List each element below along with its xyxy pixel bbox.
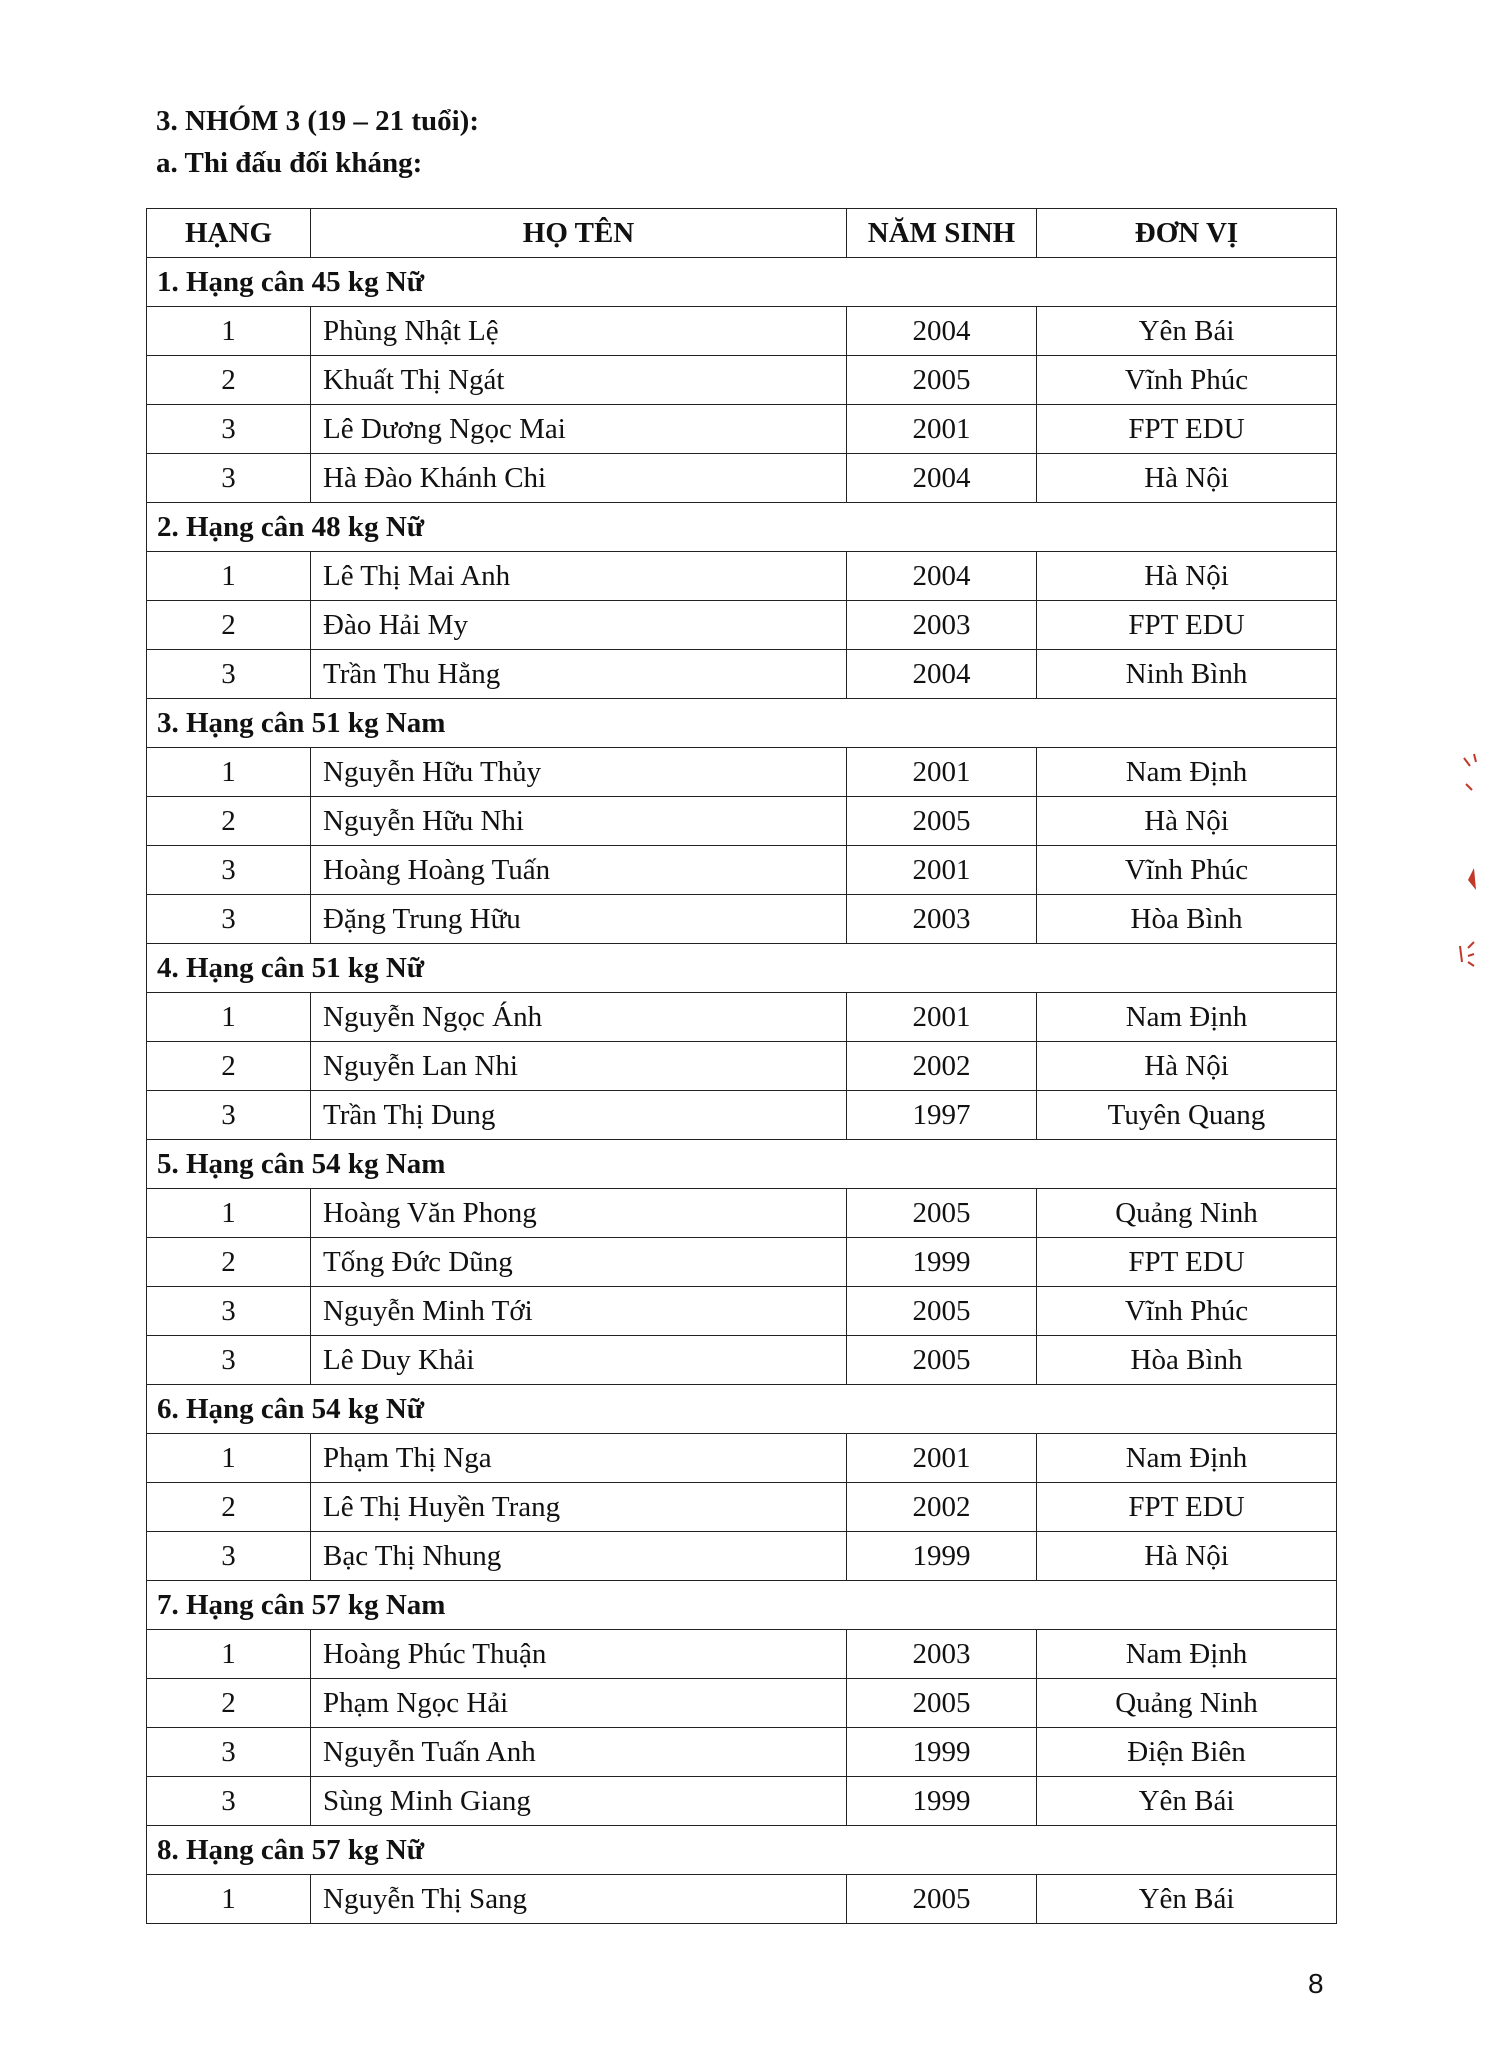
birth-year-cell: 2003 bbox=[847, 601, 1037, 650]
name-cell: Phùng Nhật Lệ bbox=[311, 307, 847, 356]
birth-year-cell: 2005 bbox=[847, 1875, 1037, 1924]
name-cell: Sùng Minh Giang bbox=[311, 1777, 847, 1826]
birth-year-cell: 1999 bbox=[847, 1532, 1037, 1581]
name-cell: Khuất Thị Ngát bbox=[311, 356, 847, 405]
category-row bbox=[147, 944, 1337, 993]
birth-year-cell: 2001 bbox=[847, 1434, 1037, 1483]
birth-year-cell: 2003 bbox=[847, 1630, 1037, 1679]
table-row bbox=[147, 1728, 1337, 1777]
rank-cell: 2 bbox=[147, 601, 311, 650]
unit-cell: Nam Định bbox=[1037, 1434, 1337, 1483]
birth-year-cell: 2005 bbox=[847, 1336, 1037, 1385]
rank-cell: 2 bbox=[147, 797, 311, 846]
rank-cell: 3 bbox=[147, 650, 311, 699]
name-cell: Lê Dương Ngọc Mai bbox=[311, 405, 847, 454]
category-title: 1. Hạng cân 45 kg Nữ bbox=[147, 258, 1337, 307]
rank-cell: 3 bbox=[147, 846, 311, 895]
rank-cell: 1 bbox=[147, 1875, 311, 1924]
unit-cell: FPT EDU bbox=[1037, 601, 1337, 650]
category-row bbox=[147, 1140, 1337, 1189]
table-row bbox=[147, 1091, 1337, 1140]
birth-year-cell: 2005 bbox=[847, 1287, 1037, 1336]
unit-cell: Hòa Bình bbox=[1037, 895, 1337, 944]
table-row bbox=[147, 993, 1337, 1042]
unit-cell: Hà Nội bbox=[1037, 454, 1337, 503]
unit-cell: Nam Định bbox=[1037, 748, 1337, 797]
category-row bbox=[147, 699, 1337, 748]
unit-cell: Tuyên Quang bbox=[1037, 1091, 1337, 1140]
table-row bbox=[147, 1532, 1337, 1581]
name-cell: Hoàng Văn Phong bbox=[311, 1189, 847, 1238]
unit-cell: Hà Nội bbox=[1037, 1042, 1337, 1091]
category-row bbox=[147, 503, 1337, 552]
name-cell: Nguyễn Ngọc Ánh bbox=[311, 993, 847, 1042]
birth-year-cell: 1997 bbox=[847, 1091, 1037, 1140]
table-row bbox=[147, 1238, 1337, 1287]
table-row bbox=[147, 846, 1337, 895]
rank-cell: 2 bbox=[147, 1042, 311, 1091]
table-row bbox=[147, 895, 1337, 944]
table-row bbox=[147, 1042, 1337, 1091]
unit-cell: Điện Biên bbox=[1037, 1728, 1337, 1777]
scan-edge-marks bbox=[1456, 750, 1482, 1000]
rank-cell: 1 bbox=[147, 552, 311, 601]
unit-cell: Yên Bái bbox=[1037, 307, 1337, 356]
unit-cell: FPT EDU bbox=[1037, 1238, 1337, 1287]
unit-cell: Hà Nội bbox=[1037, 797, 1337, 846]
table-row bbox=[147, 797, 1337, 846]
rank-cell: 1 bbox=[147, 1630, 311, 1679]
table-header-row bbox=[147, 209, 1337, 258]
table-row bbox=[147, 650, 1337, 699]
name-cell: Phạm Thị Nga bbox=[311, 1434, 847, 1483]
rank-cell: 2 bbox=[147, 1238, 311, 1287]
birth-year-cell: 2005 bbox=[847, 1189, 1037, 1238]
table-row bbox=[147, 405, 1337, 454]
unit-cell: Hà Nội bbox=[1037, 1532, 1337, 1581]
name-cell: Nguyễn Tuấn Anh bbox=[311, 1728, 847, 1777]
birth-year-cell: 2001 bbox=[847, 993, 1037, 1042]
table-row bbox=[147, 1777, 1337, 1826]
document-heading bbox=[156, 100, 479, 184]
unit-cell: Vĩnh Phúc bbox=[1037, 846, 1337, 895]
category-row bbox=[147, 1581, 1337, 1630]
unit-cell: Vĩnh Phúc bbox=[1037, 356, 1337, 405]
birth-year-cell: 2004 bbox=[847, 552, 1037, 601]
name-cell: Trần Thu Hằng bbox=[311, 650, 847, 699]
table-row bbox=[147, 552, 1337, 601]
group-heading: 3. NHÓM 3 (19 – 21 tuổi): bbox=[156, 105, 479, 137]
name-cell: Nguyễn Thị Sang bbox=[311, 1875, 847, 1924]
unit-cell: Hà Nội bbox=[1037, 552, 1337, 601]
table-row bbox=[147, 454, 1337, 503]
header-name: HỌ TÊN bbox=[311, 209, 847, 258]
unit-cell: Yên Bái bbox=[1037, 1875, 1337, 1924]
unit-cell: Nam Định bbox=[1037, 993, 1337, 1042]
birth-year-cell: 2005 bbox=[847, 1679, 1037, 1728]
category-title: 5. Hạng cân 54 kg Nam bbox=[147, 1140, 1337, 1189]
unit-cell: Quảng Ninh bbox=[1037, 1679, 1337, 1728]
table-row bbox=[147, 356, 1337, 405]
category-title: 6. Hạng cân 54 kg Nữ bbox=[147, 1385, 1337, 1434]
name-cell: Lê Thị Mai Anh bbox=[311, 552, 847, 601]
rank-cell: 1 bbox=[147, 307, 311, 356]
name-cell: Bạc Thị Nhung bbox=[311, 1532, 847, 1581]
rank-cell: 3 bbox=[147, 1091, 311, 1140]
table-row bbox=[147, 601, 1337, 650]
header-unit: ĐƠN VỊ bbox=[1037, 209, 1337, 258]
category-title: 7. Hạng cân 57 kg Nam bbox=[147, 1581, 1337, 1630]
category-title: 3. Hạng cân 51 kg Nam bbox=[147, 699, 1337, 748]
birth-year-cell: 2004 bbox=[847, 454, 1037, 503]
birth-year-cell: 2004 bbox=[847, 307, 1037, 356]
birth-year-cell: 1999 bbox=[847, 1777, 1037, 1826]
category-row bbox=[147, 258, 1337, 307]
header-rank: HẠNG bbox=[147, 209, 311, 258]
rank-cell: 1 bbox=[147, 748, 311, 797]
results-table bbox=[146, 208, 1337, 1924]
table-row bbox=[147, 1189, 1337, 1238]
name-cell: Trần Thị Dung bbox=[311, 1091, 847, 1140]
birth-year-cell: 1999 bbox=[847, 1728, 1037, 1777]
rank-cell: 3 bbox=[147, 1728, 311, 1777]
table-row bbox=[147, 748, 1337, 797]
birth-year-cell: 2002 bbox=[847, 1042, 1037, 1091]
rank-cell: 3 bbox=[147, 1287, 311, 1336]
rank-cell: 3 bbox=[147, 1532, 311, 1581]
unit-cell: Nam Định bbox=[1037, 1630, 1337, 1679]
birth-year-cell: 1999 bbox=[847, 1238, 1037, 1287]
category-title: 8. Hạng cân 57 kg Nữ bbox=[147, 1826, 1337, 1875]
rank-cell: 2 bbox=[147, 356, 311, 405]
page-number: 8 bbox=[1308, 1968, 1324, 1999]
birth-year-cell: 2001 bbox=[847, 405, 1037, 454]
category-title: 4. Hạng cân 51 kg Nữ bbox=[147, 944, 1337, 993]
category-row bbox=[147, 1826, 1337, 1875]
table-row bbox=[147, 1679, 1337, 1728]
birth-year-cell: 2005 bbox=[847, 797, 1037, 846]
unit-cell: Yên Bái bbox=[1037, 1777, 1337, 1826]
name-cell: Tống Đức Dũng bbox=[311, 1238, 847, 1287]
category-title: 2. Hạng cân 48 kg Nữ bbox=[147, 503, 1337, 552]
rank-cell: 1 bbox=[147, 993, 311, 1042]
category-row bbox=[147, 1385, 1337, 1434]
header-birth-year: NĂM SINH bbox=[847, 209, 1037, 258]
rank-cell: 3 bbox=[147, 1777, 311, 1826]
name-cell: Hà Đào Khánh Chi bbox=[311, 454, 847, 503]
table-body bbox=[147, 258, 1337, 1924]
birth-year-cell: 2005 bbox=[847, 356, 1037, 405]
unit-cell: Quảng Ninh bbox=[1037, 1189, 1337, 1238]
table-row bbox=[147, 1630, 1337, 1679]
rank-cell: 3 bbox=[147, 895, 311, 944]
rank-cell: 1 bbox=[147, 1189, 311, 1238]
rank-cell: 3 bbox=[147, 405, 311, 454]
table-row bbox=[147, 1336, 1337, 1385]
birth-year-cell: 2003 bbox=[847, 895, 1037, 944]
unit-cell: Hòa Bình bbox=[1037, 1336, 1337, 1385]
birth-year-cell: 2004 bbox=[847, 650, 1037, 699]
unit-cell: FPT EDU bbox=[1037, 405, 1337, 454]
section-heading: a. Thi đấu đối kháng: bbox=[156, 147, 423, 179]
name-cell: Đặng Trung Hữu bbox=[311, 895, 847, 944]
table-row bbox=[147, 1875, 1337, 1924]
name-cell: Lê Thị Huyền Trang bbox=[311, 1483, 847, 1532]
rank-cell: 3 bbox=[147, 1336, 311, 1385]
name-cell: Nguyễn Hữu Nhi bbox=[311, 797, 847, 846]
birth-year-cell: 2002 bbox=[847, 1483, 1037, 1532]
table-row bbox=[147, 307, 1337, 356]
unit-cell: Ninh Bình bbox=[1037, 650, 1337, 699]
name-cell: Hoàng Phúc Thuận bbox=[311, 1630, 847, 1679]
birth-year-cell: 2001 bbox=[847, 748, 1037, 797]
table-row bbox=[147, 1287, 1337, 1336]
table-row bbox=[147, 1434, 1337, 1483]
rank-cell: 2 bbox=[147, 1483, 311, 1532]
name-cell: Lê Duy Khải bbox=[311, 1336, 847, 1385]
birth-year-cell: 2001 bbox=[847, 846, 1037, 895]
unit-cell: Vĩnh Phúc bbox=[1037, 1287, 1337, 1336]
rank-cell: 2 bbox=[147, 1679, 311, 1728]
table-row bbox=[147, 1483, 1337, 1532]
rank-cell: 3 bbox=[147, 454, 311, 503]
name-cell: Phạm Ngọc Hải bbox=[311, 1679, 847, 1728]
name-cell: Nguyễn Lan Nhi bbox=[311, 1042, 847, 1091]
name-cell: Đào Hải My bbox=[311, 601, 847, 650]
rank-cell: 1 bbox=[147, 1434, 311, 1483]
name-cell: Nguyễn Minh Tới bbox=[311, 1287, 847, 1336]
name-cell: Nguyễn Hữu Thủy bbox=[311, 748, 847, 797]
unit-cell: FPT EDU bbox=[1037, 1483, 1337, 1532]
name-cell: Hoàng Hoàng Tuấn bbox=[311, 846, 847, 895]
